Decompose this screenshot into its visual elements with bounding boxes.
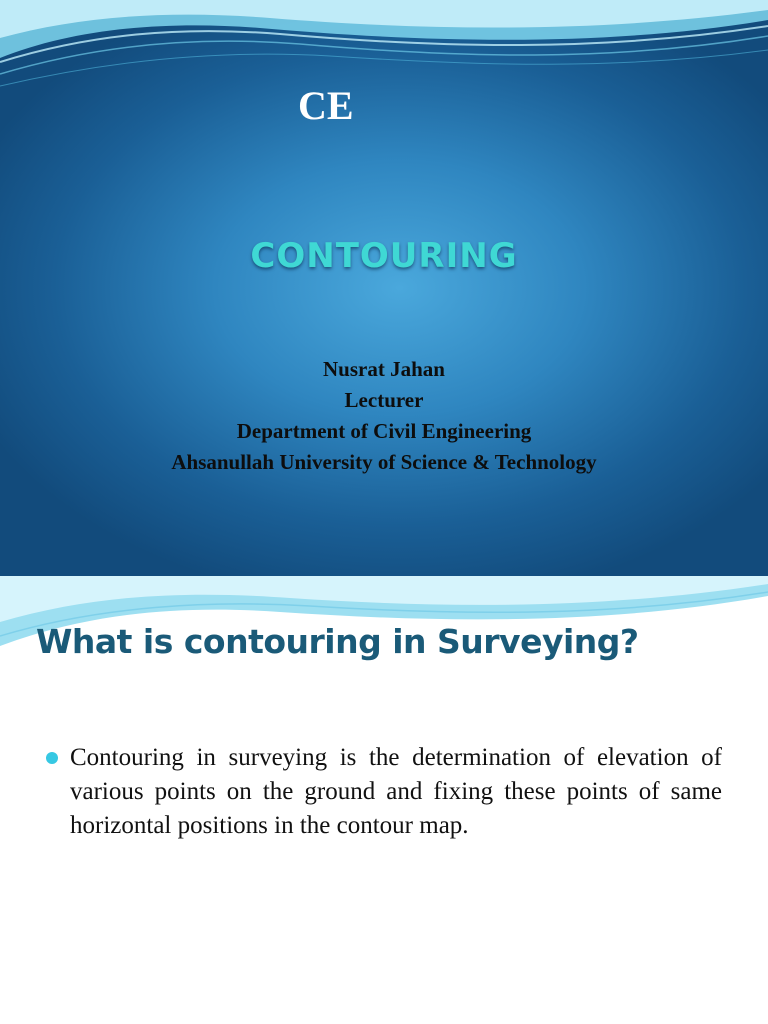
content-slide (0, 576, 768, 1024)
author-university: Ahsanullah University of Science & Technology (171, 450, 597, 474)
bullet-icon (46, 752, 58, 764)
bullet-text: Contouring in surveying is the determination of elevation of various points on the ground and fixing these points of same horizontal positions in the contour map. (70, 744, 722, 839)
wave-decoration (0, 0, 768, 110)
author-block (0, 354, 768, 478)
author-department: Department of Civil Engineering (236, 419, 532, 443)
author-role: Lecturer (344, 388, 424, 412)
author-name: Nusrat Jahan (323, 357, 445, 381)
list-item (46, 741, 722, 843)
course-code: CE (298, 83, 354, 128)
slide-heading: What is contouring in Surveying? (36, 622, 639, 661)
slide-title: CONTOURING (250, 236, 518, 276)
